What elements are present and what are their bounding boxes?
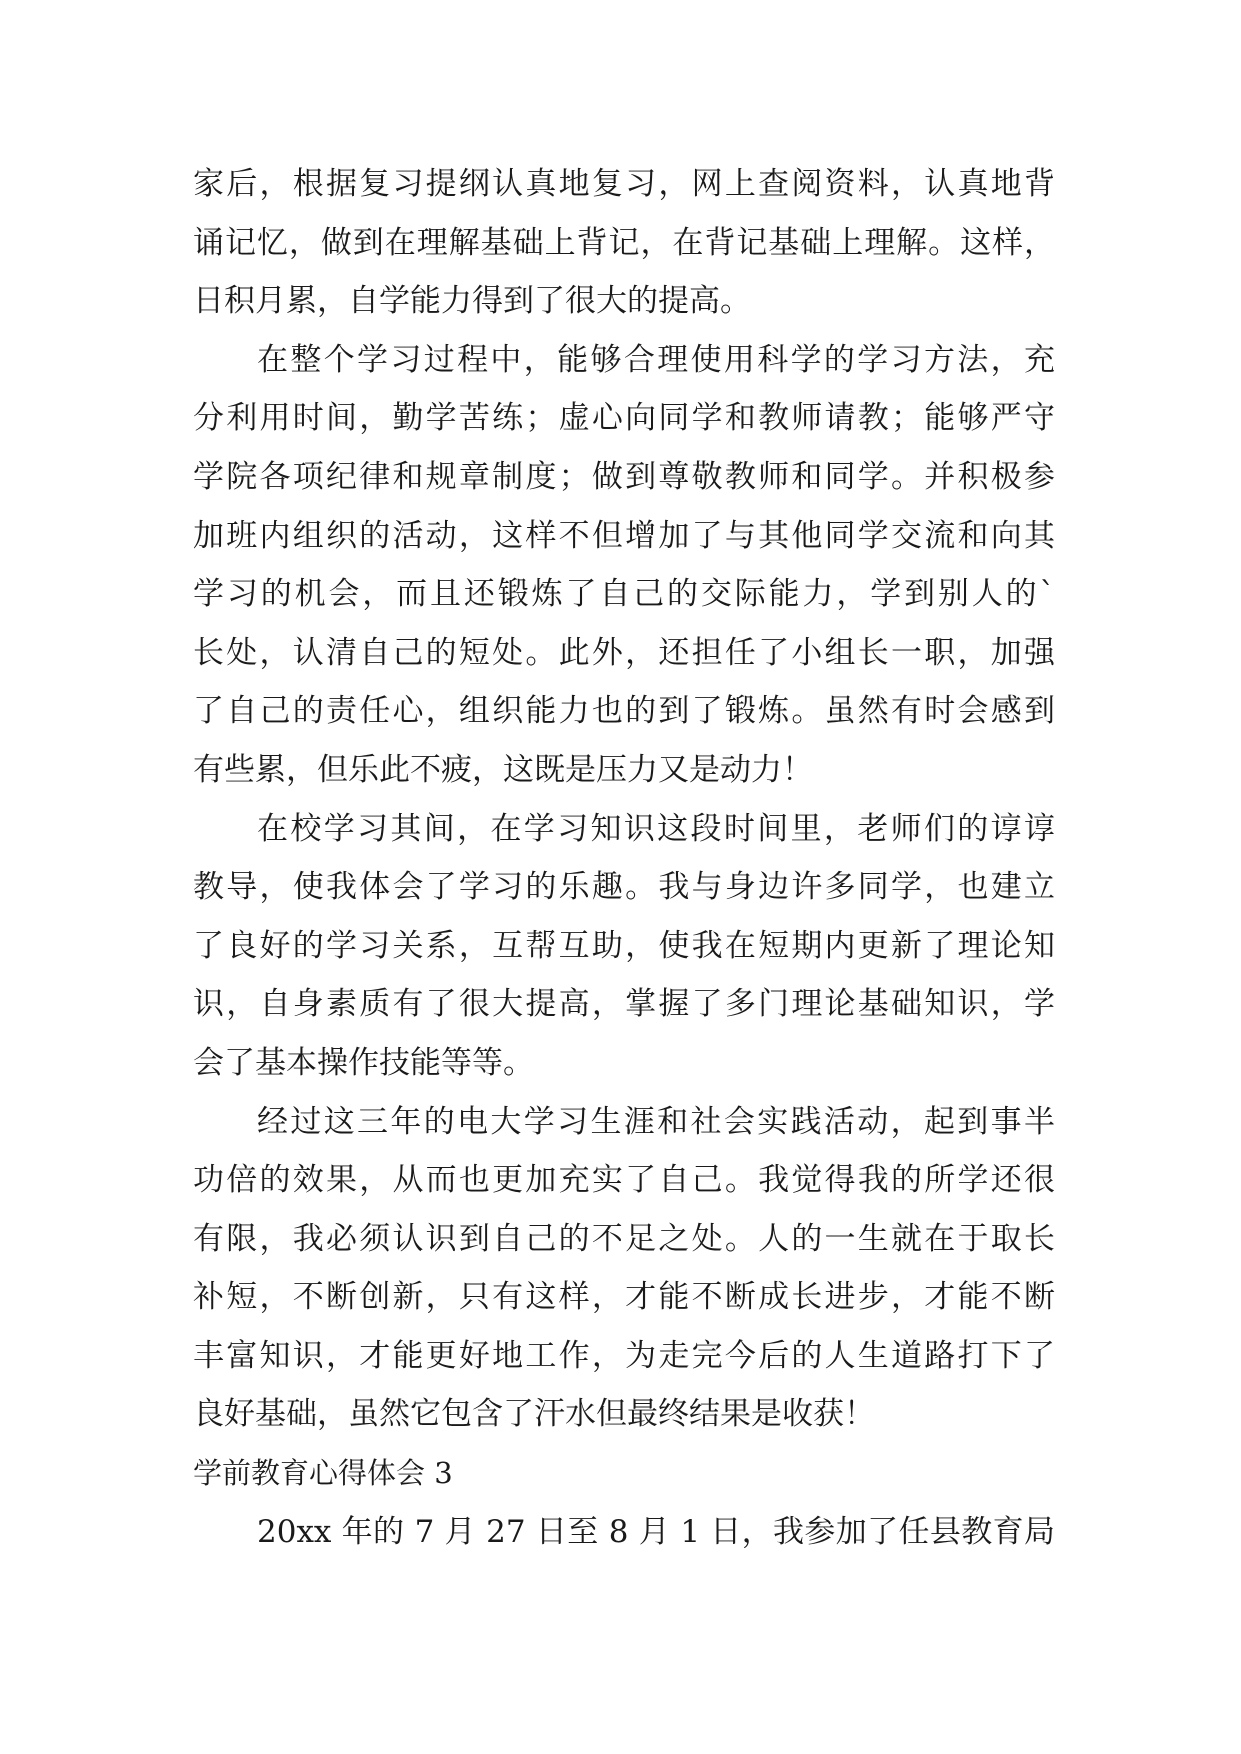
paragraph <box>193 331 1055 800</box>
text-line: 补短，不断创新，只有这样，才能不断成长进步，才能不断 <box>193 1279 1055 1316</box>
paragraph <box>193 1503 1055 1562</box>
text-line: 日积月累，自学能力得到了很大的提高。 <box>193 283 751 320</box>
text-line: 20xx 年的 7 月 27 日至 8 月 1 日，我参加了任县教育局 <box>257 1513 1055 1550</box>
text-line: 在校学习其间，在学习知识这段时间里，老师们的谆谆 <box>257 810 1055 847</box>
text-line: 丰富知识，才能更好地工作，为走完今后的人生道路打下了 <box>193 1337 1055 1374</box>
text-line: 在整个学习过程中，能够合理使用科学的学习方法，充 <box>257 341 1055 378</box>
text-line: 有限，我必须认识到自己的不足之处。人的一生就在于取长 <box>193 1220 1055 1257</box>
text-line: 诵记忆，做到在理解基础上背记，在背记基础上理解。这样， <box>193 224 1055 261</box>
text-line: 分利用时间，勤学苦练；虚心向同学和教师请教；能够严守 <box>193 400 1055 437</box>
text-line: 功倍的效果，从而也更加充实了自己。我觉得我的所学还很 <box>193 1162 1055 1199</box>
text-line: 有些累，但乐此不疲，这既是压力又是动力！ <box>193 751 813 788</box>
paragraph <box>193 800 1055 1093</box>
text-line: 经过这三年的电大学习生涯和社会实践活动，起到事半 <box>257 1103 1055 1140</box>
paragraph <box>193 155 1055 331</box>
text-line: 加班内组织的活动，这样不但增加了与其他同学交流和向其 <box>193 517 1055 554</box>
text-line: 了良好的学习关系，互帮互助，使我在短期内更新了理论知 <box>193 927 1055 964</box>
text-line: 识，自身素质有了很大提高，掌握了多门理论基础知识，学 <box>193 986 1055 1023</box>
text-line: 家后，根据复习提纲认真地复习，网上查阅资料，认真地背 <box>193 166 1055 202</box>
text-line: 长处，认清自己的短处。此外，还担任了小组长一职，加强 <box>193 634 1055 671</box>
text-line: 学习的机会，而且还锻炼了自己的交际能力，学到别人的` <box>193 576 1055 613</box>
text-line: 会了基本操作技能等等。 <box>193 1044 534 1081</box>
text-line: 了自己的责任心，组织能力也的到了锻炼。虽然有时会感到 <box>193 693 1055 730</box>
text-line: 学院各项纪律和规章制度；做到尊敬教师和同学。并积极参 <box>193 458 1055 495</box>
section-heading: 学前教育心得体会 3 <box>193 1456 453 1491</box>
text-line: 良好基础，虽然它包含了汗水但最终结果是收获！ <box>193 1396 875 1433</box>
text-line: 教导，使我体会了学习的乐趣。我与身边许多同学，也建立 <box>193 869 1055 906</box>
document-page <box>193 155 1055 1561</box>
paragraph <box>193 1093 1055 1445</box>
